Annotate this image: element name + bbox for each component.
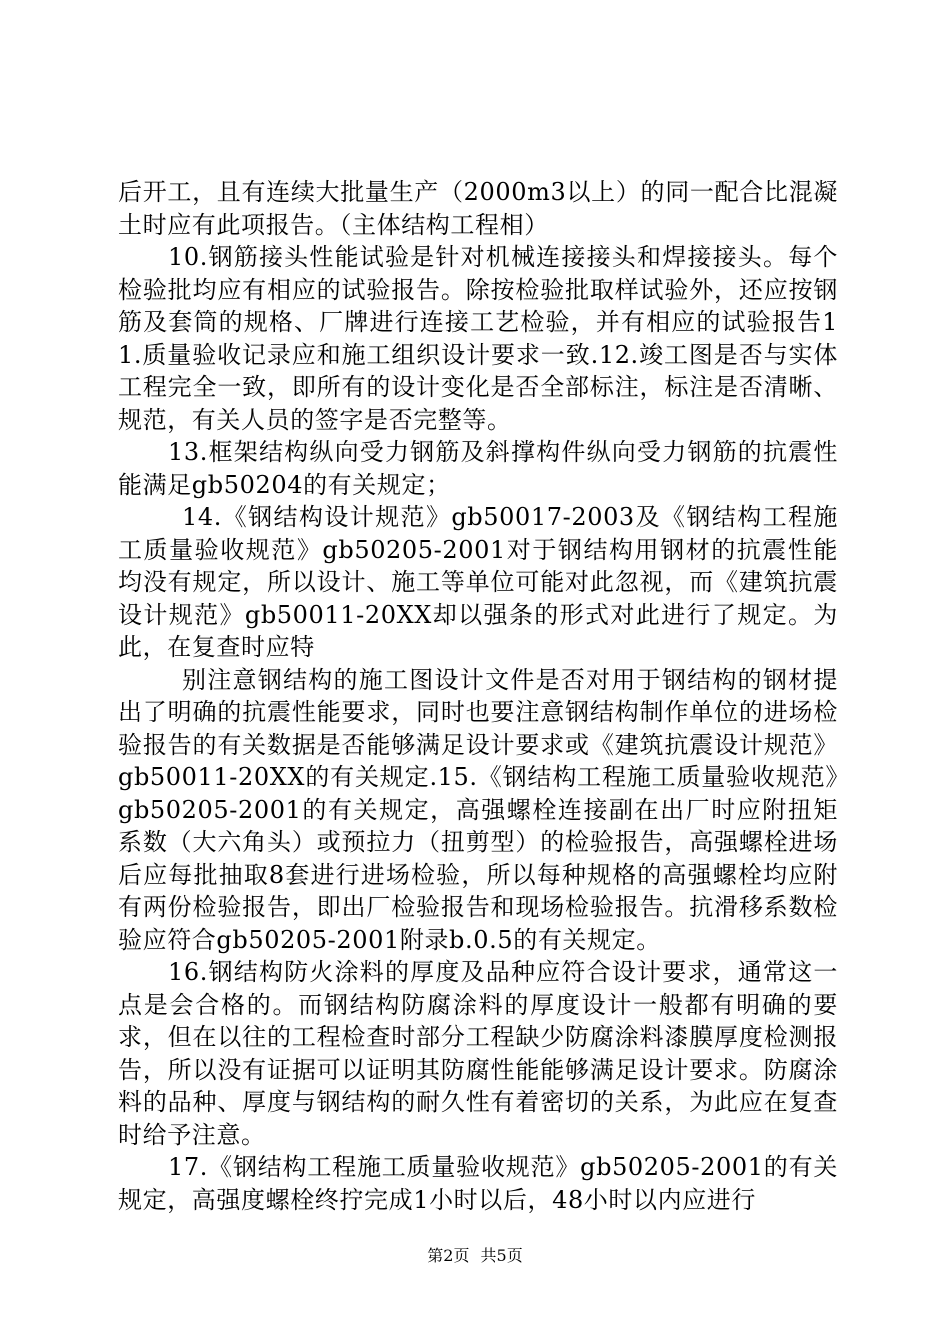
paragraph-item-16: 16.钢结构防火涂料的厚度及品种应符合设计要求，通常这一点是会合格的。而钢结构防腐涂料的厚度设计一般都有明确的要求，但在以往的工程检查时部分工程缺少防腐涂料漆膜厚度检测报告，所以没有证据可以证明其防腐性能能够满足设计要求。防腐涂料的品种、厚度与钢结构的耐久性有着密切的关系，为此应在复查时给予注意。 xyxy=(118,958,838,1149)
paragraph-item-15: 别注意钢结构的施工图设计文件是否对用于钢结构的钢材提出了明确的抗震性能要求，同时也要注意钢结构制作单位的进场检验报告的有关数据是否能够满足设计要求或《建筑抗震设计规范》gb50011-20XX的有关规定.15.《钢结构工程施工质量验收规范》gb50205-2001的有关规定，高强螺栓连接副在出厂时应附扭矩系数（大六角头）或预拉力（扭剪型）的检验报告，高强螺栓进场后应每批抽取8套进行进场检验，所以每种规格的高强螺栓均应附有两份检验报告，即出厂检验报告和现场检验报告。抗滑移系数检验应符合gb50205-2001附录b.0.5的有关规定。 xyxy=(118,665,838,954)
paragraph-item-14: 14.《钢结构设计规范》gb50017-2003及《钢结构工程施工质量验收规范》gb50205-2001对于钢结构用钢材的抗震性能均没有规定，所以设计、施工等单位可能对此忽视，而《建筑抗震设计规范》gb50011-20XX却以强条的形式对此进行了规定。为此，在复查时应特 xyxy=(118,503,838,661)
paragraph-item-10: 10.钢筋接头性能试验是针对机械连接接头和焊接接头。每个检验批均应有相应的试验报告。除按检验批取样试验外，还应按钢筋及套筒的规格、厂牌进行连接工艺检验，并有相应的试验报告11.质量验收记录应和施工组织设计要求一致.12.竣工图是否与实体工程完全一致，即所有的设计变化是否全部标注，标注是否清晰、规范，有关人员的签字是否完整等。 xyxy=(118,243,838,434)
document-body xyxy=(118,176,838,1216)
paragraph-continuation: 后开工，且有连续大批量生产（2000m3以上）的同一配合比混凝土时应有此项报告。（主体结构工程相） xyxy=(118,178,838,239)
paragraph-item-13: 13.框架结构纵向受力钢筋及斜撑构件纵向受力钢筋的抗震性能满足gb50204的有关规定； xyxy=(118,438,838,499)
page-number-footer: 第2页 共5页 xyxy=(427,1246,523,1265)
paragraph-item-17: 17.《钢结构工程施工质量验收规范》gb50205-2001的有关规定，高强度螺栓终拧完成1小时以后，48小时以内应进行 xyxy=(118,1153,838,1214)
